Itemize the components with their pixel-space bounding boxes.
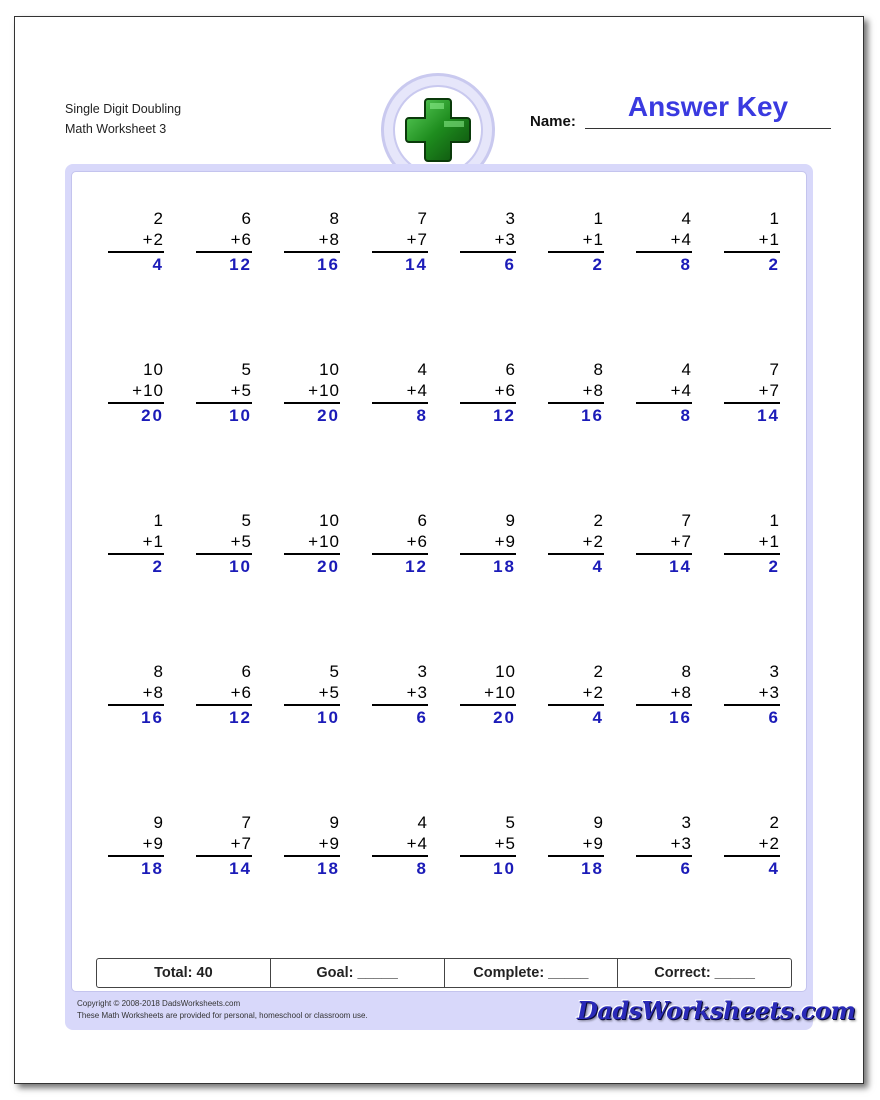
problem-addend: +6 [372,531,428,555]
problem-addend: +8 [636,682,692,706]
problem-answer: 2 [592,255,604,274]
problem-addend: +9 [548,833,604,857]
problem-addend: +4 [636,380,692,404]
problem-3-6 [548,510,604,577]
usage-notice: These Math Worksheets are provided for personal, homeschool or classroom use. [77,1011,368,1020]
problem-top-number: 2 [769,813,780,832]
problem-answer: 6 [680,859,692,878]
problem-top-number: 7 [241,813,252,832]
complete-cell: Complete: _____ [445,959,619,987]
problem-addend: +2 [108,229,164,253]
problem-answer: 14 [669,557,692,576]
problem-addend: +6 [196,229,252,253]
problem-answer: 8 [416,406,428,425]
problem-1-8 [724,208,780,275]
problem-addend: +3 [460,229,516,253]
problem-2-5 [460,359,516,426]
problem-top-number: 5 [329,662,340,681]
problem-2-4 [372,359,428,426]
problem-4-5 [460,661,516,728]
problem-top-number: 1 [593,209,604,228]
problem-top-number: 4 [681,209,692,228]
problem-top-number: 4 [681,360,692,379]
problem-addend: +8 [548,380,604,404]
problem-answer: 14 [757,406,780,425]
problem-answer: 10 [493,859,516,878]
problem-answer: 10 [317,708,340,727]
problem-answer: 12 [229,255,252,274]
problem-4-8 [724,661,780,728]
problem-answer: 8 [680,255,692,274]
problem-2-6 [548,359,604,426]
problem-2-1 [108,359,164,426]
problem-3-1 [108,510,164,577]
total-cell: Total: 40 [97,959,271,987]
problem-answer: 18 [317,859,340,878]
problem-5-4 [372,812,428,879]
problem-1-2 [196,208,252,275]
problem-answer: 12 [229,708,252,727]
problems-grid [72,172,808,952]
problem-4-1 [108,661,164,728]
worksheet-page [14,16,864,1084]
green-plus-icon [401,93,475,167]
problem-1-4 [372,208,428,275]
problem-top-number: 8 [329,209,340,228]
problem-5-5 [460,812,516,879]
problem-addend: +7 [636,531,692,555]
problem-answer: 18 [493,557,516,576]
problem-addend: +8 [284,229,340,253]
problem-3-4 [372,510,428,577]
problem-top-number: 7 [417,209,428,228]
problem-answer: 2 [768,255,780,274]
problem-4-4 [372,661,428,728]
problem-top-number: 3 [769,662,780,681]
problem-answer: 6 [416,708,428,727]
problem-2-8 [724,359,780,426]
problem-top-number: 5 [241,511,252,530]
problem-addend: +7 [724,380,780,404]
problem-top-number: 1 [769,209,780,228]
problem-addend: +10 [284,380,340,404]
problem-top-number: 6 [505,360,516,379]
problem-addend: +3 [372,682,428,706]
problem-addend: +3 [724,682,780,706]
problem-3-8 [724,510,780,577]
problem-top-number: 10 [319,360,340,379]
problem-5-6 [548,812,604,879]
problem-top-number: 9 [329,813,340,832]
problem-addend: +9 [108,833,164,857]
problem-answer: 16 [141,708,164,727]
problem-top-number: 4 [417,360,428,379]
problem-2-2 [196,359,252,426]
problem-answer: 4 [768,859,780,878]
problem-addend: +7 [372,229,428,253]
problem-1-1 [108,208,164,275]
correct-cell: Correct: _____ [654,965,755,981]
problem-top-number: 10 [143,360,164,379]
problem-top-number: 5 [241,360,252,379]
problem-addend: +10 [460,682,516,706]
problem-top-number: 1 [153,511,164,530]
problem-answer: 12 [493,406,516,425]
problem-top-number: 5 [505,813,516,832]
problem-top-number: 6 [417,511,428,530]
problem-3-2 [196,510,252,577]
problem-addend: +1 [548,229,604,253]
problem-top-number: 6 [241,209,252,228]
badge-inner-circle [393,85,483,175]
problem-4-6 [548,661,604,728]
problem-1-3 [284,208,340,275]
problems-panel [71,171,807,992]
problem-answer: 4 [152,255,164,274]
problem-answer: 12 [405,557,428,576]
problem-answer: 8 [416,859,428,878]
title-line-2: Math Worksheet 3 [65,122,167,136]
problem-addend: +2 [548,531,604,555]
problem-5-8 [724,812,780,879]
problem-top-number: 3 [505,209,516,228]
copyright-text: Copyright © 2008-2018 DadsWorksheets.com [77,999,241,1008]
problem-answer: 14 [229,859,252,878]
problem-addend: +6 [460,380,516,404]
problem-1-7 [636,208,692,275]
title-line-1: Single Digit Doubling [65,102,182,116]
worksheet-title [65,99,181,139]
problem-5-7 [636,812,692,879]
problem-addend: +5 [196,380,252,404]
problem-top-number: 8 [153,662,164,681]
problems-frame [65,164,856,1030]
problem-answer: 16 [317,255,340,274]
problem-top-number: 7 [769,360,780,379]
problem-top-number: 8 [593,360,604,379]
problem-answer: 20 [317,557,340,576]
problem-top-number: 2 [593,662,604,681]
totals-bar [96,958,792,988]
problem-addend: +1 [724,531,780,555]
problem-4-3 [284,661,340,728]
problem-answer: 4 [592,557,604,576]
problem-answer: 18 [581,859,604,878]
problem-answer: 2 [152,557,164,576]
problem-answer: 20 [317,406,340,425]
problem-5-1 [108,812,164,879]
problem-answer: 14 [405,255,428,274]
name-label: Name: [530,113,576,130]
problem-answer: 20 [141,406,164,425]
problem-answer: 2 [768,557,780,576]
problem-top-number: 9 [505,511,516,530]
problem-3-3 [284,510,340,577]
problem-answer: 8 [680,406,692,425]
problem-addend: +4 [372,380,428,404]
problem-addend: +8 [108,682,164,706]
problem-addend: +7 [196,833,252,857]
footer-text [77,998,368,1022]
problem-top-number: 9 [593,813,604,832]
problem-answer: 16 [581,406,604,425]
problem-addend: +4 [636,229,692,253]
problem-4-7 [636,661,692,728]
answer-key-text: Answer Key [627,91,789,122]
dadsworksheets-logo: DadsWorksheets.com [577,996,856,1025]
problem-addend: +1 [108,531,164,555]
name-line [585,128,831,129]
problem-top-number: 9 [153,813,164,832]
problem-addend: +10 [284,531,340,555]
problem-addend: +6 [196,682,252,706]
problem-addend: +5 [284,682,340,706]
problem-answer: 6 [504,255,516,274]
problem-1-6 [548,208,604,275]
problem-addend: +5 [460,833,516,857]
problem-addend: +9 [460,531,516,555]
problem-top-number: 6 [241,662,252,681]
problem-answer: 18 [141,859,164,878]
problem-addend: +4 [372,833,428,857]
problem-top-number: 8 [681,662,692,681]
problem-addend: +2 [548,682,604,706]
problem-top-number: 10 [495,662,516,681]
problem-3-7 [636,510,692,577]
problem-top-number: 4 [417,813,428,832]
problem-addend: +10 [108,380,164,404]
problem-addend: +1 [724,229,780,253]
problem-answer: 16 [669,708,692,727]
problem-top-number: 2 [153,209,164,228]
problem-answer: 20 [493,708,516,727]
problem-top-number: 10 [319,511,340,530]
problem-answer: 10 [229,557,252,576]
problem-answer: 6 [768,708,780,727]
problem-top-number: 3 [417,662,428,681]
problem-top-number: 1 [769,511,780,530]
problem-5-3 [284,812,340,879]
problem-5-2 [196,812,252,879]
problem-1-5 [460,208,516,275]
problem-top-number: 2 [593,511,604,530]
goal-cell: Goal: _____ [271,959,445,987]
problem-2-7 [636,359,692,426]
problem-addend: +5 [196,531,252,555]
problem-top-number: 3 [681,813,692,832]
problem-addend: +3 [636,833,692,857]
problem-answer: 10 [229,406,252,425]
problem-addend: +2 [724,833,780,857]
problem-top-number: 7 [681,511,692,530]
problem-2-3 [284,359,340,426]
problem-answer: 4 [592,708,604,727]
problem-4-2 [196,661,252,728]
problem-addend: +9 [284,833,340,857]
problem-3-5 [460,510,516,577]
